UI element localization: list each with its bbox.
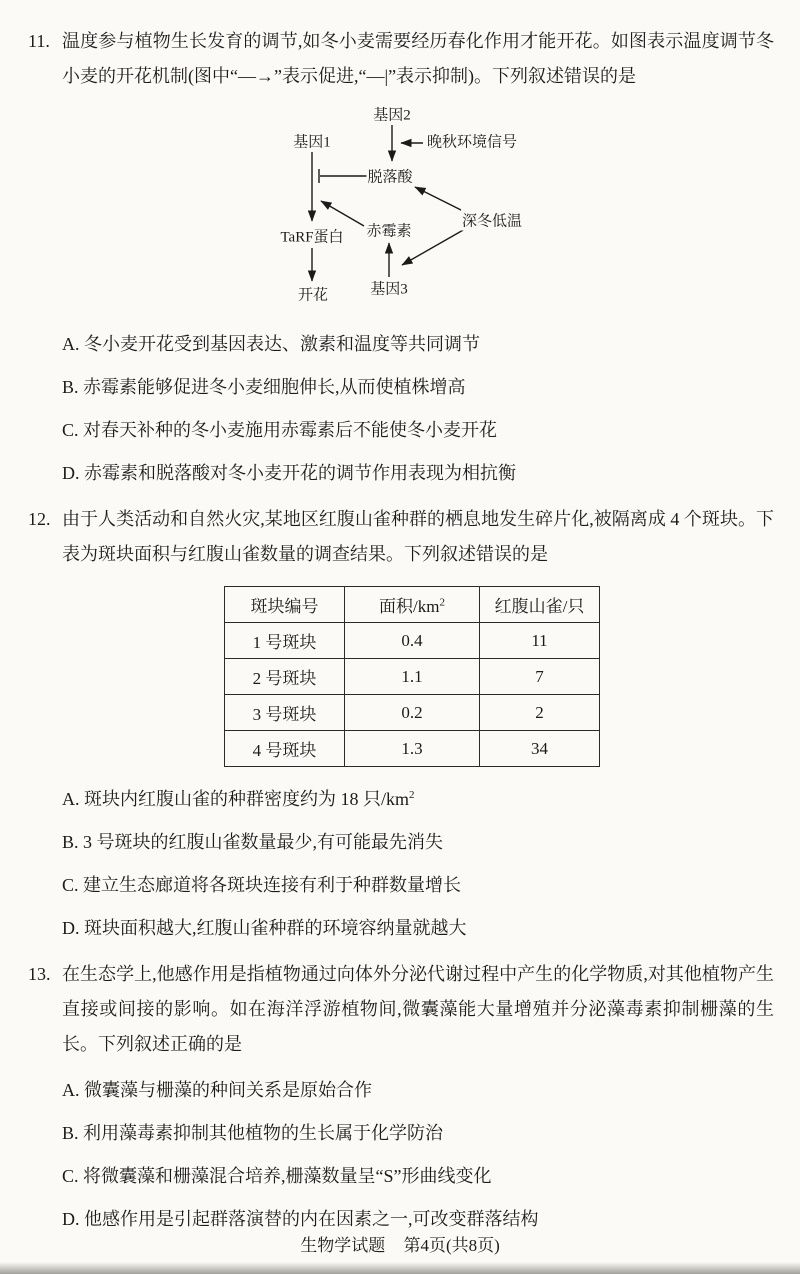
- table-row: [225, 731, 600, 767]
- diagram-node-gene2: 基因2: [372, 104, 412, 125]
- table-cell-count: 11: [480, 623, 600, 659]
- diagram-node-gibberellin: 赤霉素: [365, 220, 412, 241]
- option-text: A. 微囊藻与栅藻的种间关系是原始合作: [62, 1080, 372, 1100]
- option-text: C. 对春天补种的冬小麦施用赤霉素后不能使冬小麦开花: [62, 420, 498, 440]
- diagram-node-gene1: 基因1: [292, 131, 332, 152]
- table-cell-area: 0.2: [345, 695, 480, 731]
- table-cell-count: 7: [480, 659, 600, 695]
- col-header-bird-count: [480, 587, 600, 623]
- question-11-number: 11.: [28, 31, 50, 51]
- table-cell-patch-id: 2 号斑块: [225, 659, 345, 695]
- table-cell-count: 34: [480, 731, 600, 767]
- page-footer: [0, 1231, 800, 1256]
- footer-subject: 生物学试题: [300, 1236, 386, 1255]
- question-11-option-c: [62, 412, 774, 445]
- table-cell-count: 2: [480, 695, 600, 731]
- question-13-number: 13.: [28, 964, 51, 984]
- question-13: [28, 957, 774, 1244]
- header-text: 红腹山雀/只: [494, 597, 585, 616]
- option-text: B. 3 号斑块的红腹山雀数量最少,有可能最先消失: [62, 832, 444, 852]
- question-12-number: 12.: [28, 509, 51, 529]
- question-13-body: [62, 957, 774, 1244]
- question-12-option-b: [62, 824, 774, 857]
- header-text: 面积/km: [379, 597, 440, 616]
- question-12-body: [62, 502, 774, 953]
- option-sup: 2: [409, 789, 415, 801]
- diagram-node-gene3: 基因3: [369, 278, 409, 299]
- table-cell-patch-id: 1 号斑块: [225, 623, 345, 659]
- header-text: 斑块编号: [250, 597, 319, 616]
- option-text: C. 将微囊藻和栅藻混合培养,栅藻数量呈“S”形曲线变化: [62, 1166, 492, 1186]
- option-text: B. 赤霉素能够促进冬小麦细胞伸长,从而使植株增高: [62, 377, 466, 397]
- question-12-option-c: [62, 867, 774, 900]
- question-13-option-b: [62, 1115, 774, 1148]
- diagram-node-flowering: 开花: [297, 284, 329, 305]
- option-text: A. 冬小麦开花受到基因表达、激素和温度等共同调节: [62, 334, 480, 354]
- question-13-option-d: [62, 1201, 774, 1234]
- option-text: C. 建立生态廊道将各斑块连接有利于种群数量增长: [62, 875, 462, 895]
- table-row: [225, 695, 600, 731]
- flowering-regulation-diagram: [267, 98, 567, 310]
- diagram-node-deep-winter: 深冬低温: [461, 210, 523, 231]
- question-13-option-c: [62, 1158, 774, 1191]
- diagram-node-late-autumn-signal: 晚秋环境信号: [426, 131, 518, 152]
- question-13-option-a: [62, 1072, 774, 1105]
- option-text: B. 利用藻毒素抑制其他植物的生长属于化学防治: [62, 1123, 444, 1143]
- option-text: A. 斑块内红腹山雀的种群密度约为 18 只/km: [62, 789, 409, 809]
- scan-bottom-shadow: [0, 1262, 800, 1274]
- diagram-node-tarf-protein: TaRF蛋白: [279, 226, 344, 247]
- col-header-patch-id: [225, 587, 345, 623]
- patch-survey-table: [224, 586, 600, 767]
- footer-pagination: 第4页(共8页): [403, 1236, 500, 1255]
- table-row: [225, 623, 600, 659]
- question-11-option-b: [62, 369, 774, 402]
- table-cell-area: 0.4: [345, 623, 480, 659]
- question-11-option-d: [62, 455, 774, 488]
- col-header-area: [345, 587, 480, 623]
- option-text: D. 斑块面积越大,红腹山雀种群的环境容纳量就越大: [62, 918, 467, 938]
- header-sup: 2: [439, 596, 445, 609]
- question-11-stem: 温度参与植物生长发育的调节,如冬小麦需要经历春化作用才能开花。如图表示温度调节冬小麦的开花机制(图中“—→”表示促进,“—|”表示抑制)。下列叙述错误的是: [62, 31, 774, 86]
- question-12-option-a: [62, 781, 774, 814]
- option-text: D. 他感作用是引起群落演替的内在因素之一,可改变群落结构: [62, 1209, 539, 1229]
- question-13-stem: 在生态学上,他感作用是指植物通过向体外分泌代谢过程中产生的化学物质,对其他植物产生直接或间接的影响。如在海洋浮游植物间,微囊藻能大量增殖并分泌藻毒素抑制栅藻的生长。下列叙述正确的是: [62, 964, 774, 1054]
- question-11: [28, 24, 774, 498]
- table-cell-patch-id: 3 号斑块: [225, 695, 345, 731]
- question-11-body: [62, 24, 774, 498]
- question-12-option-d: [62, 910, 774, 943]
- option-text: D. 赤霉素和脱落酸对冬小麦开花的调节作用表现为相抗衡: [62, 463, 516, 483]
- question-11-option-a: [62, 326, 774, 359]
- table-cell-patch-id: 4 号斑块: [225, 731, 345, 767]
- question-12: [28, 502, 774, 953]
- question-12-stem: 由于人类活动和自然火灾,某地区红腹山雀种群的栖息地发生碎片化,被隔离成 4 个斑块。下表为斑块面积与红腹山雀数量的调查结果。下列叙述错误的是: [62, 509, 774, 564]
- diagram-node-aba: 脱落酸: [366, 166, 413, 187]
- table-cell-area: 1.1: [345, 659, 480, 695]
- table-row: [225, 659, 600, 695]
- table-header-row: [225, 587, 600, 623]
- table-cell-area: 1.3: [345, 731, 480, 767]
